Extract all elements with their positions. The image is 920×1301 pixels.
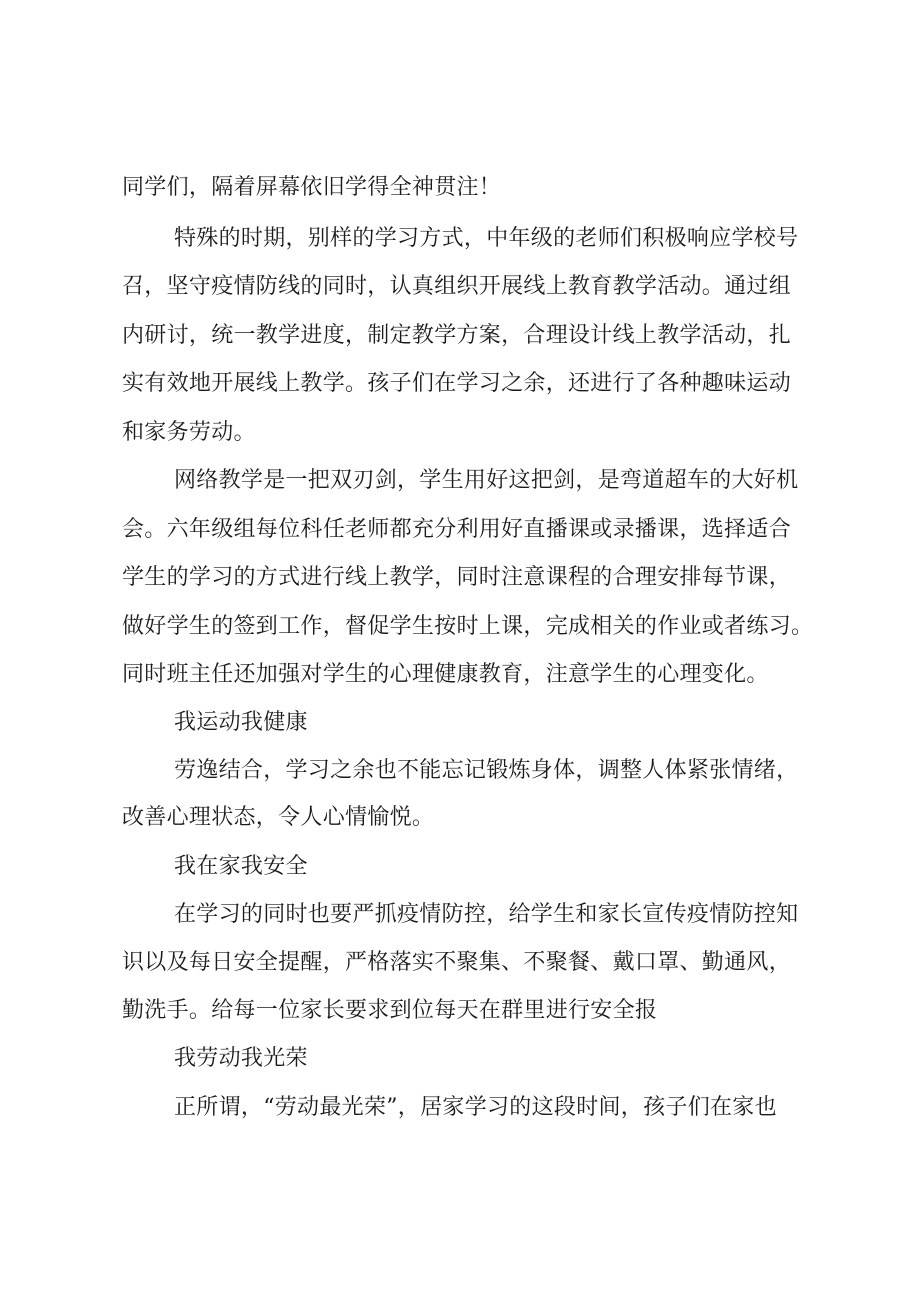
paragraph-line: 同时班主任还加强对学生的心理健康教育，注意学生的心理变化。 [122,662,769,687]
section-heading: 我在家我安全 [174,854,308,879]
paragraph-line: 正所谓，“劳动最光荣”，居家学习的这段时间，孩子们在家也 [174,1095,777,1120]
section-heading: 我劳动我光荣 [174,1046,308,1071]
paragraph-line: 网络教学是一把双刃剑，学生用好这把剑，是弯道超车的大好机 [174,468,799,493]
paragraph-line: 实有效地开展线上教学。孩子们在学习之余，还进行了各种趣味运动 [122,371,792,396]
paragraph-line: 勤洗手。给每一位家长要求到位每天在群里进行安全报 [122,998,658,1023]
paragraph-line: 学生的学习的方式进行线上教学，同时注意课程的合理安排每节课， [122,565,792,590]
paragraph-line: 改善心理状态，令人心情愉悦。 [122,805,435,830]
paragraph-line: 同学们，隔着屏幕依旧学得全神贯注！ [122,175,502,200]
paragraph-line: 在学习的同时也要严抓疫情防控，给学生和家长宣传疫情防控知 [174,902,799,927]
paragraph-line: 和家务劳动。 [122,420,256,445]
paragraph-line: 会。六年级组每位科任老师都充分利用好直播课或录播课，选择适合 [122,517,792,542]
paragraph-line: 召，坚守疫情防线的同时，认真组织开展线上教育教学活动。通过组 [122,274,792,299]
paragraph-line: 劳逸结合，学习之余也不能忘记锻炼身体，调整人体紧张情绪， [174,758,799,783]
paragraph-line: 特殊的时期，别样的学习方式，中年级的老师们积极响应学校号 [174,226,799,251]
paragraph-line: 做好学生的签到工作，督促学生按时上课，完成相关的作业或者练习。 [122,614,814,639]
paragraph-line: 内研讨，统一教学进度，制定教学方案，合理设计线上教学活动，扎 [122,323,792,348]
section-heading: 我运动我健康 [174,710,308,735]
paragraph-line: 识以及每日安全提醒，严格落实不聚集、不聚餐、戴口罩、勤通风， [122,950,792,975]
